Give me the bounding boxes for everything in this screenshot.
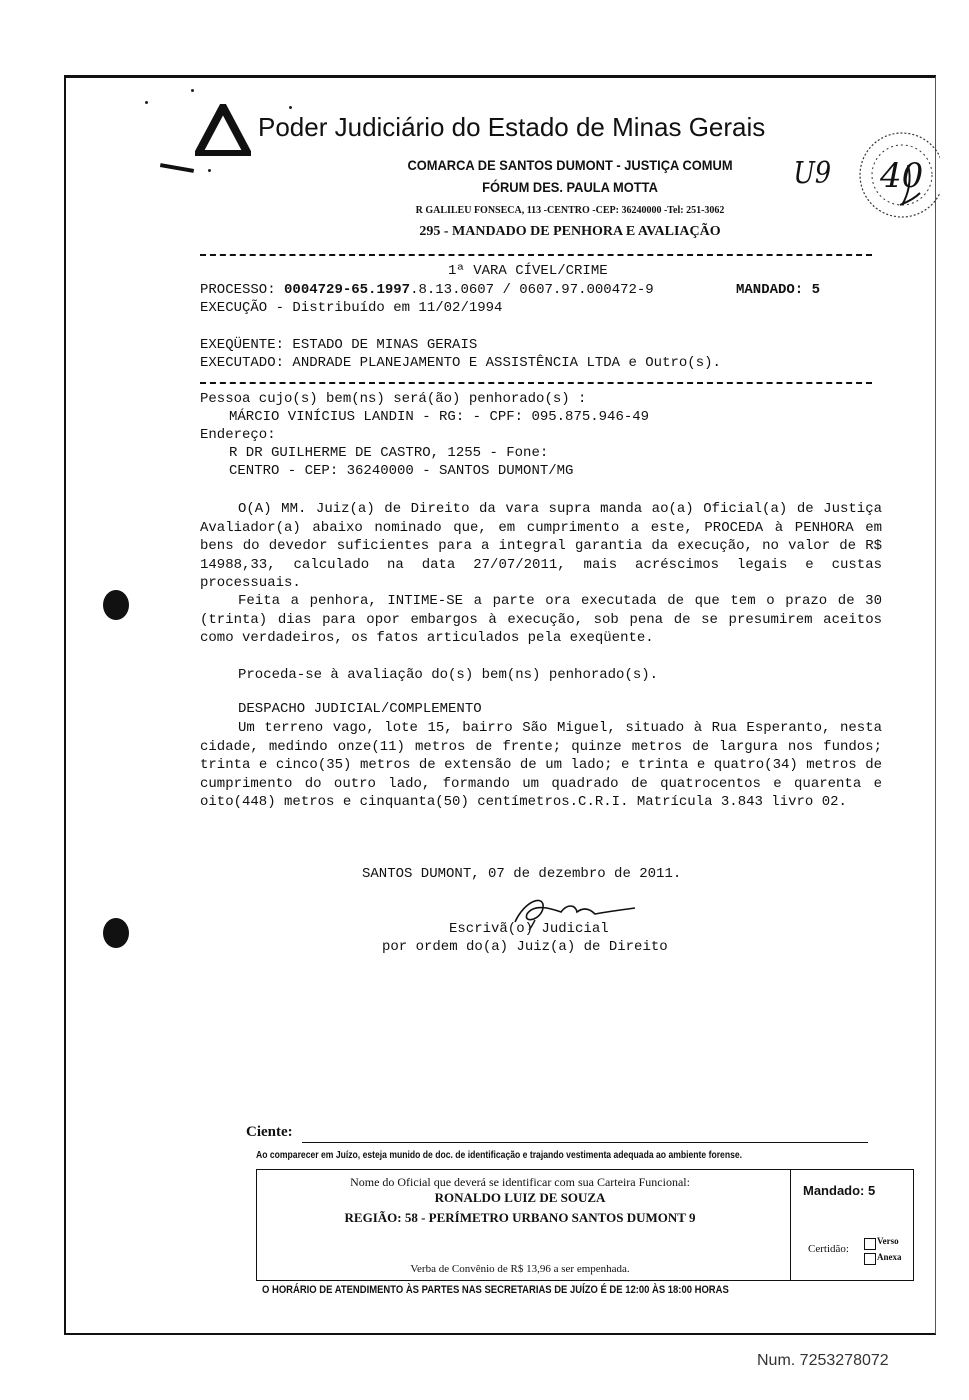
footer-mandado-label: Mandado: 5 [803, 1183, 876, 1198]
scan-speck [145, 101, 148, 104]
address-line: R GALILEU FONSECA, 113 -CENTRO -CEP: 36240000 -Tel: 251-3062 [415, 205, 725, 216]
address-line-1: R DR GUILHERME DE CASTRO, 1255 - Fone: [229, 445, 549, 461]
processo-line [200, 282, 654, 298]
office-hours-notice: O HORÁRIO DE ATENDIMENTO ÀS PARTES NAS SECRETARIAS DE JUÍZO É DE 12:00 ÀS 18:00 HORAS [262, 1284, 729, 1296]
verba-line: Verba de Convênio de R$ 13,96 a ser empenhada. [410, 1263, 630, 1275]
binder-hole [103, 918, 129, 948]
court-logo-icon [195, 104, 251, 156]
despacho-title: DESPACHO JUDICIAL/COMPLEMENTO [238, 701, 482, 717]
mandado-header [736, 282, 820, 298]
document-number: Num. 7253278072 [757, 1352, 889, 1369]
certidao-label: Certidão: [808, 1243, 849, 1255]
separator-line [200, 254, 872, 256]
scan-speck [208, 169, 211, 172]
forum-line: FÓRUM DES. PAULA MOTTA [482, 179, 658, 195]
ciente-signature-line [302, 1142, 868, 1143]
executado-line [200, 355, 721, 371]
execucao-line: EXECUÇÃO - Distribuído em 11/02/1994 [200, 300, 503, 316]
person-label: Pessoa cujo(s) bem(ns) será(ão) penhorado(s) : [200, 391, 587, 407]
anexa-label: Anexa [877, 1252, 902, 1262]
document-type: 295 - MANDADO DE PENHORA E AVALIAÇÃO [419, 224, 721, 239]
handwritten-page-mark: U9 [793, 156, 832, 191]
ciente-note: Ao comparecer em Juízo, esteja munido de doc. de identificação e trajando vestimenta adequada ao ambiente forense. [256, 1150, 743, 1161]
mandado-number: 5 [811, 282, 821, 298]
person-name-line: MÁRCIO VINÍCIUS LANDIN - RG: - CPF: 095.875.946-49 [229, 409, 650, 425]
comarca-line: COMARCA DE SANTOS DUMONT - JUSTIÇA COMUM [407, 157, 733, 173]
intimation-paragraph: Feita a penhora, INTIME-SE a parte ora executada de que tem o prazo de 30 (trinta) dias para opor embargos à execução, sob pena de se presumirem aceitos como verdadeiros, os fatos articulados pela exeqüente. [200, 593, 882, 646]
signer-role: Escrivã(o) Judicial [449, 921, 609, 937]
separator-line [200, 382, 872, 384]
officer-box-divider [790, 1169, 791, 1281]
order-paragraph: O(A) MM. Juiz(a) de Direito da vara supra manda ao(a) Oficial(a) de Justiça Avaliador(a) abaixo nominado que, em cumprimento a este, PROCEDA à PENHORA em bens do devedor suficientes para a integral garantia da execução, no valor de R$ 14988,33, calculado na data 27/07/2011, mais acréscimos legais e custas processuais. [200, 501, 882, 591]
verso-label: Verso [877, 1236, 899, 1246]
mandado-label: MANDADO: [736, 282, 804, 298]
valuation-paragraph: Proceda-se à avaliação do(s) bem(ns) penhorado(s). [238, 667, 659, 683]
stamp-number: 40 [880, 156, 924, 196]
executado-label: EXECUTADO: [200, 355, 285, 371]
page-stamp [850, 125, 940, 225]
officer-label: Nome do Oficial que deverá se identificar com sua Carteira Funcional: [350, 1175, 690, 1189]
scan-speck [191, 89, 194, 92]
place-date: SANTOS DUMONT, 07 de dezembro de 2011. [362, 866, 682, 882]
vara-label: 1ª VARA CÍVEL/CRIME [448, 263, 608, 279]
despacho-text: Um terreno vago, lote 15, bairro São Miguel, situado à Rua Esperanto, nesta cidade, medindo onze(11) metros de frente; quinze metros de largura nos fundos; trinta e cinco(35) metros de extensão de um lado; e trinta e quatro(34) metros de cumprimento do outro lado, formando um quadrado de quatrocentos e quarenta e oito(448) metros e cinquanta(50) centímetros.C.R.I. Matrícula 3.843 livro 02. [200, 720, 882, 810]
officer-region: REGIÃO: 58 - PERÍMETRO URBANO SANTOS DUMONT 9 [344, 1210, 696, 1225]
anexa-checkbox[interactable] [864, 1253, 876, 1265]
verso-checkbox[interactable] [864, 1238, 876, 1250]
ciente-label: Ciente: [246, 1124, 293, 1140]
processo-number: 0004729-65.1997 [284, 282, 411, 298]
address-label: Endereço: [200, 427, 276, 443]
processo-label: PROCESSO: [200, 282, 276, 298]
exequente-value: ESTADO DE MINAS GERAIS [292, 337, 478, 353]
exequente-label: EXEQÜENTE: [200, 337, 285, 353]
officer-name: RONALDO LUIZ DE SOUZA [434, 1190, 606, 1205]
binder-hole [103, 590, 129, 620]
address-line-2: CENTRO - CEP: 36240000 - SANTOS DUMONT/MG [229, 463, 574, 479]
executado-value: ANDRADE PLANEJAMENTO E ASSISTÊNCIA LTDA e Outro(s). [292, 355, 721, 371]
scan-speck [289, 106, 292, 109]
exequente-line [200, 337, 477, 353]
institution-title: Poder Judiciário do Estado de Minas Gerais [258, 112, 766, 142]
processo-number-rest: .8.13.0607 / 0607.97.000472-9 [410, 282, 654, 298]
signer-authority: por ordem do(a) Juiz(a) de Direito [382, 939, 668, 955]
